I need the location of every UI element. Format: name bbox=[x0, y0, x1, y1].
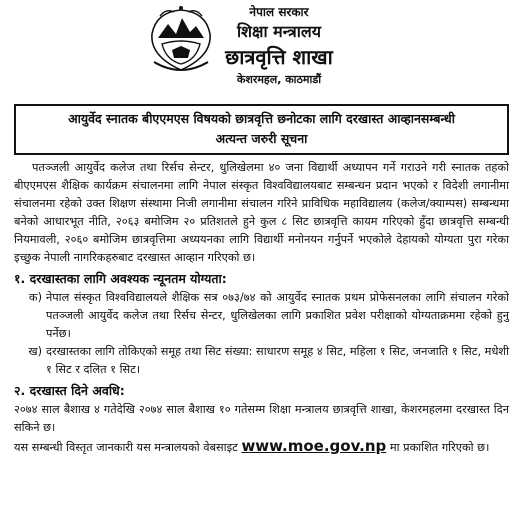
government-name: नेपाल सरकार bbox=[249, 5, 309, 19]
notice-title-box bbox=[14, 104, 509, 155]
section-heading-application-period: २. दरखास्त दिने अवधि: bbox=[14, 383, 125, 398]
footer-note bbox=[14, 437, 509, 457]
footer-text-post: मा प्रकाशित गरिएको छ। bbox=[389, 441, 490, 454]
ministry-name: शिक्षा मन्त्रालय bbox=[236, 22, 322, 41]
intro-paragraph: पतञ्जली आयुर्वेद कलेज तथा रिर्सच सेन्टर, धुलिखेलमा ४० जना विद्यार्थी अध्यापन गर्ने गराउने गरी स्नातक तहको बीएएमएस शैक्षिक कार्यक्रम संचालनमा लागि नेपाल संस्कृत विश्वविद्यालयबाट सम्बन्धन प्रदान भएको र विदेशी लगानीमा संचालनमा रहेको उक्त शिक्षण संस्थामा निजी लगानीमा संचालन गरिने प्राविधिक महाविद्यालय (कलेज/क्याम्पस) सम्बन्धमा बनेको आधारभूत नीति, २०६३ बमोजिम २० प्रतिशतले हुने कुल ८ सिट छात्रवृत्ति कायम गरिएको हुँदा छात्रवृत्ति सम्बन्धी नियमावली, २०६० बमोजिम छात्रवृत्तिमा अध्ययनका लागि विद्यार्थी मनोनयन गर्नुपर्ने भएकोले देहायको योग्यता पुरा गरेका इच्छुक नेपाली नागरिकहरुबाट दरखास्त आव्हान गरिएको छ। bbox=[14, 161, 509, 264]
header-lines bbox=[204, 4, 354, 88]
section-heading-eligibility: १. दरखास्तका लागि अवश्यक न्यूनतम योग्यता: bbox=[14, 271, 227, 286]
item-marker: क) bbox=[28, 291, 42, 304]
footer-text-pre: यस सम्बन्धी विस्तृत जानकारी यस मन्त्रालयको वेबसाइट bbox=[14, 441, 238, 454]
office-address: केशरमहल, काठमाडौं bbox=[236, 73, 322, 86]
notice-subtitle: अत्यन्त जरुरी सूचना bbox=[215, 131, 308, 146]
application-period-text: २०७४ साल बैशाख ४ गतेदेखि २०७४ साल बैशाख १० गतेसम्म शिक्षा मन्त्रालय छात्रवृत्ति शाखा, केशरमहलमा दरखास्त दिन सकिने छ। bbox=[14, 403, 509, 434]
item-text: नेपाल संस्कृत विश्वविद्यालयले शैक्षिक सत्र ०७३/७४ को आयुर्वेद स्नातक प्रथम प्रोफेसनलका लागि संचालन गरेको पतञ्जली आयुर्वेद कलेज तथा रिर्सच सेन्टर, धुलिखेलका लागि प्रकाशित प्रवेश परीक्षाको योग्यताक्रममा रहेको हुनु पर्नेछ। bbox=[46, 291, 509, 340]
eligibility-item bbox=[14, 289, 509, 343]
item-marker: ख) bbox=[28, 345, 42, 358]
eligibility-item bbox=[14, 343, 509, 379]
item-text: दरखास्तका लागि तोकिएको समूह तथा सिट संख्या: साधारण समूह ४ सिट, महिला १ सिट, जनजाति १ सिट, मधेशी १ सिट र दलित १ सिट। bbox=[46, 345, 509, 376]
notice-header bbox=[14, 0, 509, 104]
website-link[interactable]: www.moe.gov.np bbox=[241, 437, 387, 455]
notice-title: आयुर्वेद स्नातक बीएएमएस विषयको छात्रवृत्ति छनोटका लागि दरखास्त आव्हानसम्बन्धी bbox=[68, 111, 455, 126]
branch-name: छात्रवृत्ति शाखा bbox=[225, 45, 333, 69]
